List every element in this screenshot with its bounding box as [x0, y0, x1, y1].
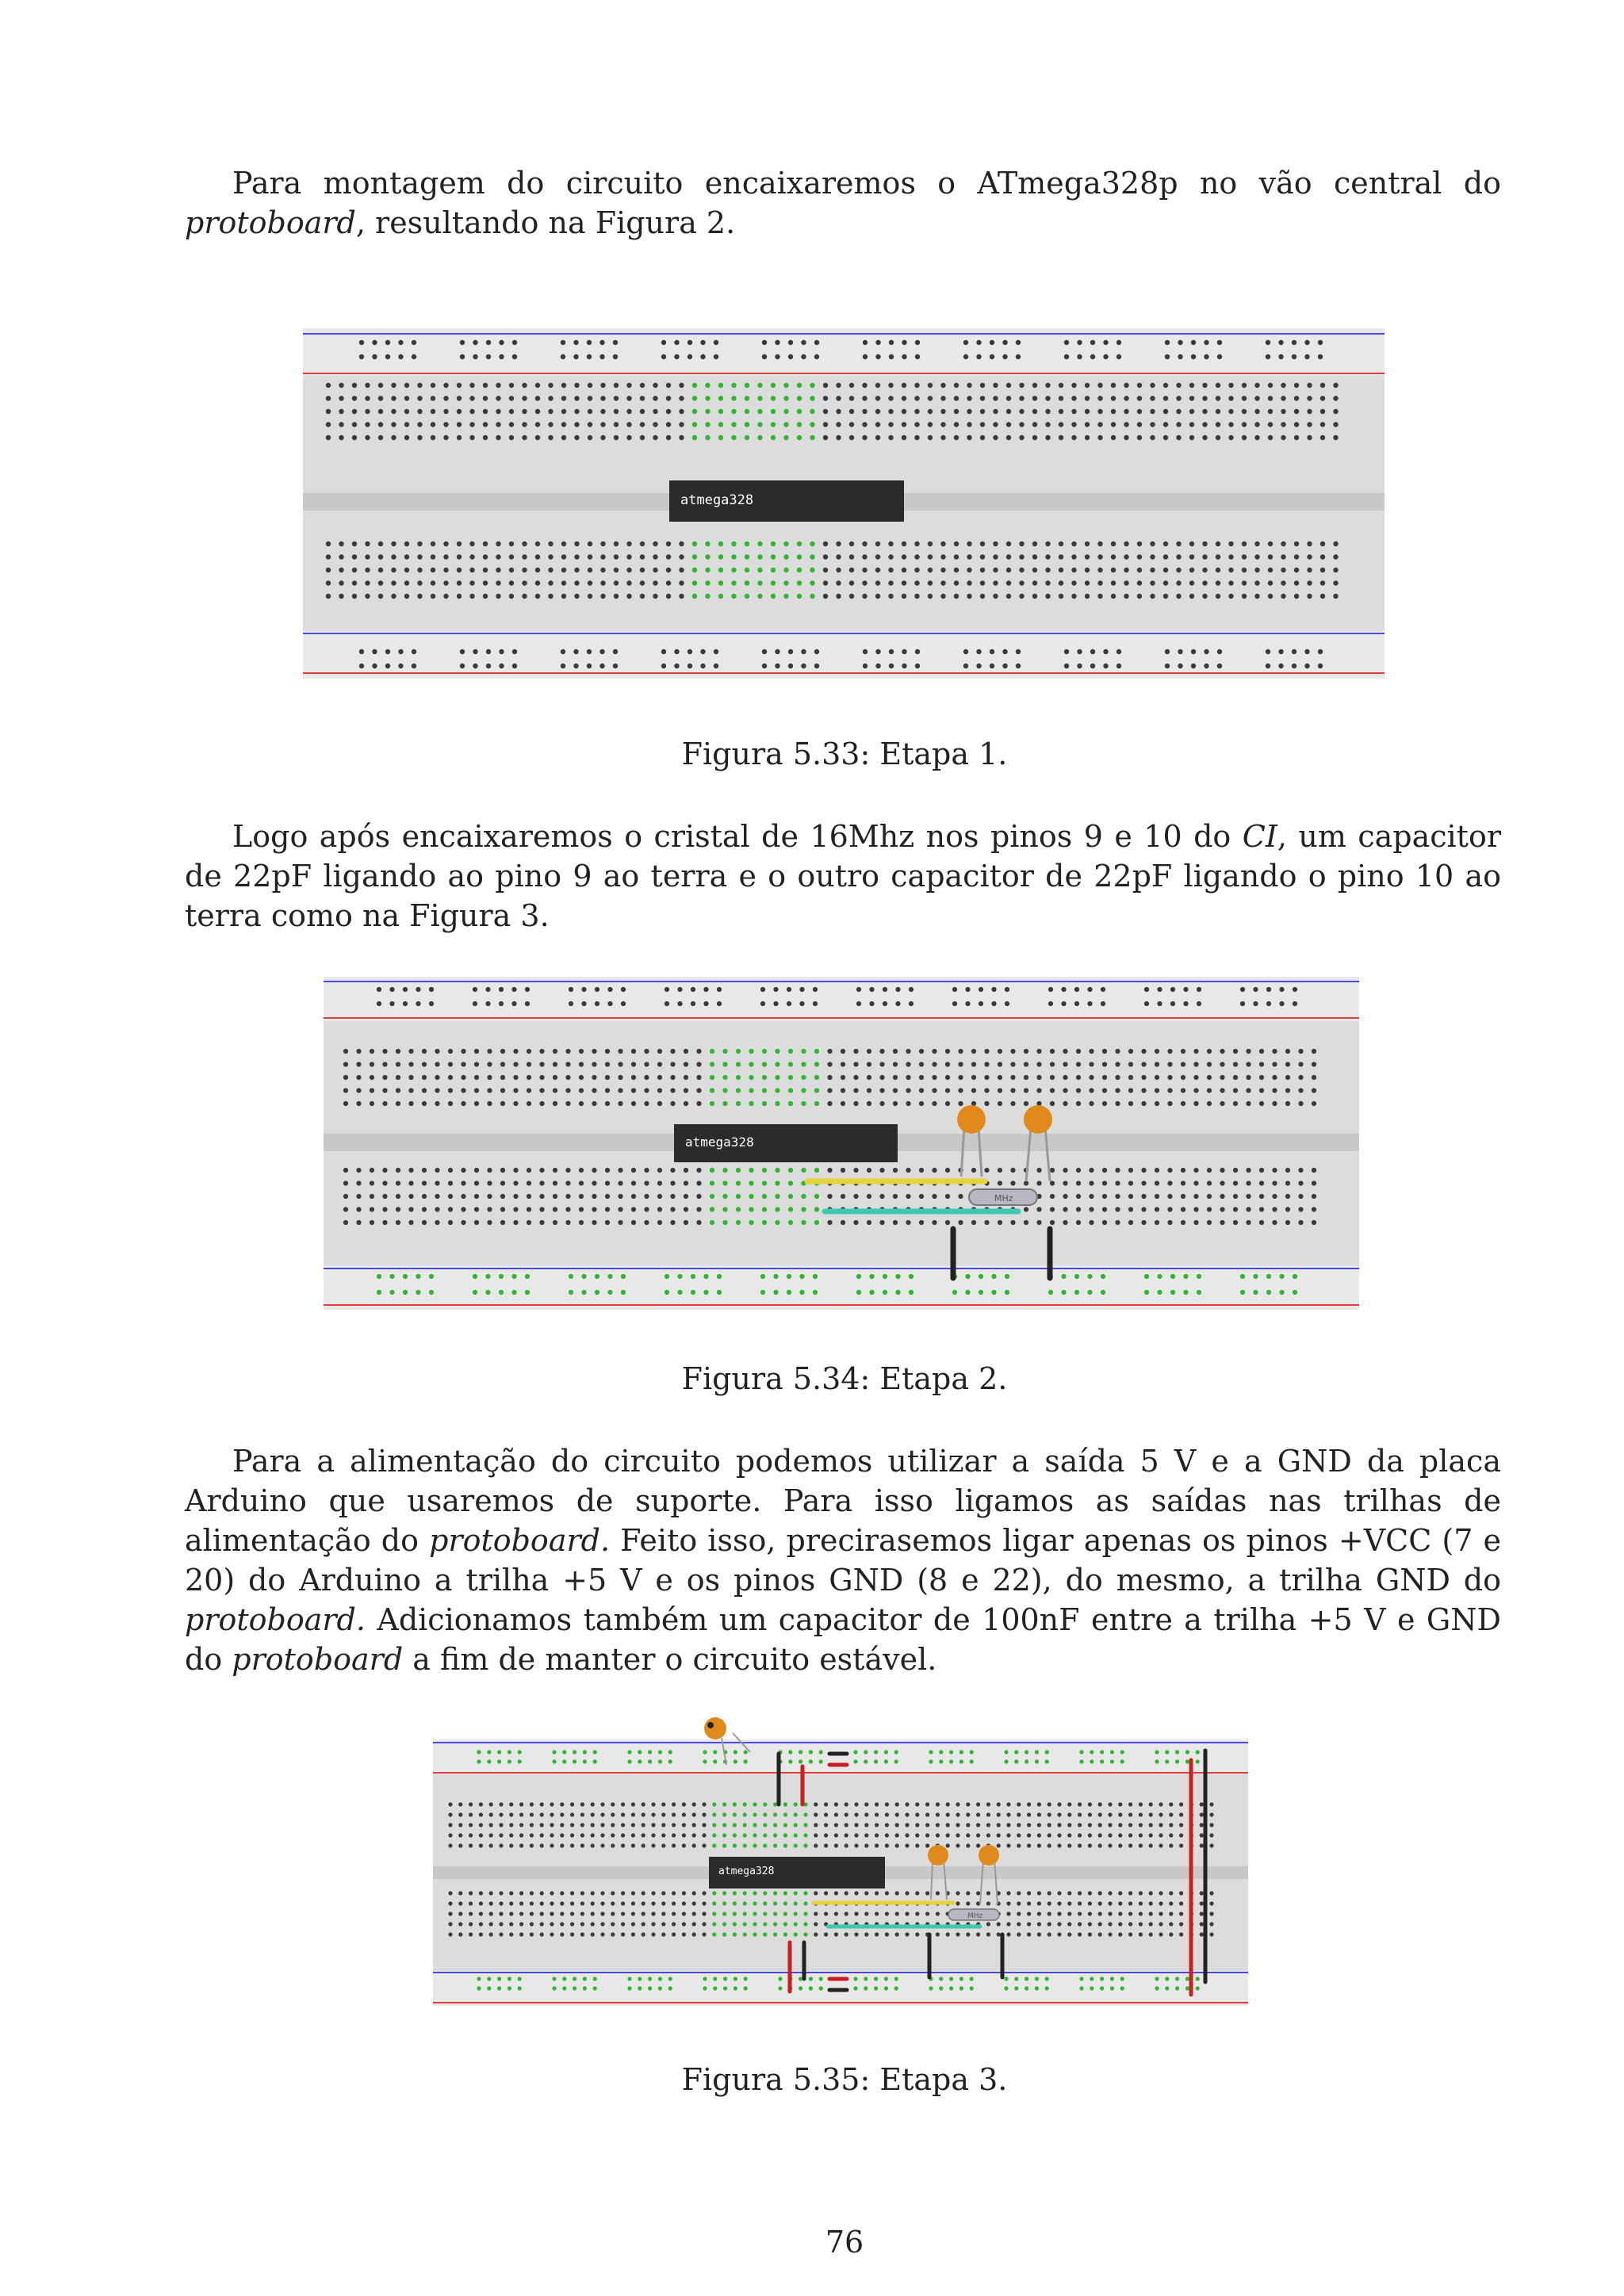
atmega328-label: atmega328 [680, 492, 754, 508]
figure-3-breadboard [433, 1716, 1248, 2006]
paragraph-3-part3: Adicionamos também um capacitor de 100nF entre a trilha +5 V e GND do [185, 1602, 1501, 1677]
paragraph-2-italic: CI [1242, 819, 1277, 854]
paragraph-3-part4: a fim de manter o circuito estável. [403, 1642, 937, 1677]
crystal-16mhz [969, 1189, 1037, 1205]
figure-1-breadboard [303, 328, 1385, 679]
crystal-label: MHz [967, 1912, 983, 1920]
paragraph-3-part2: Feito isso, precirasemos ligar apenas os pinos +VCC (7 e 20) do Arduino a trilha +5 V e os pinos GND (8 e 22), do mesmo, a trilha GND do [185, 1523, 1501, 1598]
figure-1-caption: Figura 5.33: Etapa 1. [681, 737, 1008, 771]
figure-3-caption: Figura 5.35: Etapa 3. [681, 2062, 1008, 2097]
figure-2-breadboard [324, 977, 1359, 1310]
paragraph-1 [185, 163, 1501, 243]
paragraph-3-italic1: protoboard. [429, 1523, 611, 1558]
paragraph-3 [185, 1441, 1501, 1679]
paragraph-3-part1: Para a alimentação do circuito podemos utilizar a saída 5 V e a GND da placa Arduino que usaremos de suporte. Para isso ligamos as saídas nas trilhas de alimentação do [185, 1444, 1501, 1558]
figure-2-caption: Figura 5.34: Etapa 2. [681, 1361, 1008, 1396]
paragraph-2 [185, 817, 1501, 936]
crystal-label: MHz [994, 1193, 1013, 1203]
paragraph-3-italic3: protoboard [232, 1642, 404, 1677]
paragraph-1-text: Para montagem do circuito encaixaremos o ATmega328p no vão central do [232, 166, 1501, 201]
paragraph-3-italic2: protoboard. [185, 1602, 366, 1637]
paragraph-1-italic: protoboard [185, 205, 356, 240]
atmega328-label: atmega328 [718, 1866, 775, 1877]
crystal-16mhz [948, 1909, 999, 1920]
paragraph-1-tail: , resultando na Figura 2. [355, 205, 736, 240]
page-number: 76 [825, 2225, 864, 2260]
paragraph-2-part1: Logo após encaixaremos o cristal de 16Mhz nos pinos 9 e 10 do [232, 819, 1243, 854]
paragraph-2-part2: , um capacitor de 22pF ligando ao pino 9 ao terra e o outro capacitor de 22pF ligando o pino 10 ao terra como na Figura 3. [185, 819, 1501, 933]
atmega328-label: atmega328 [685, 1135, 754, 1150]
